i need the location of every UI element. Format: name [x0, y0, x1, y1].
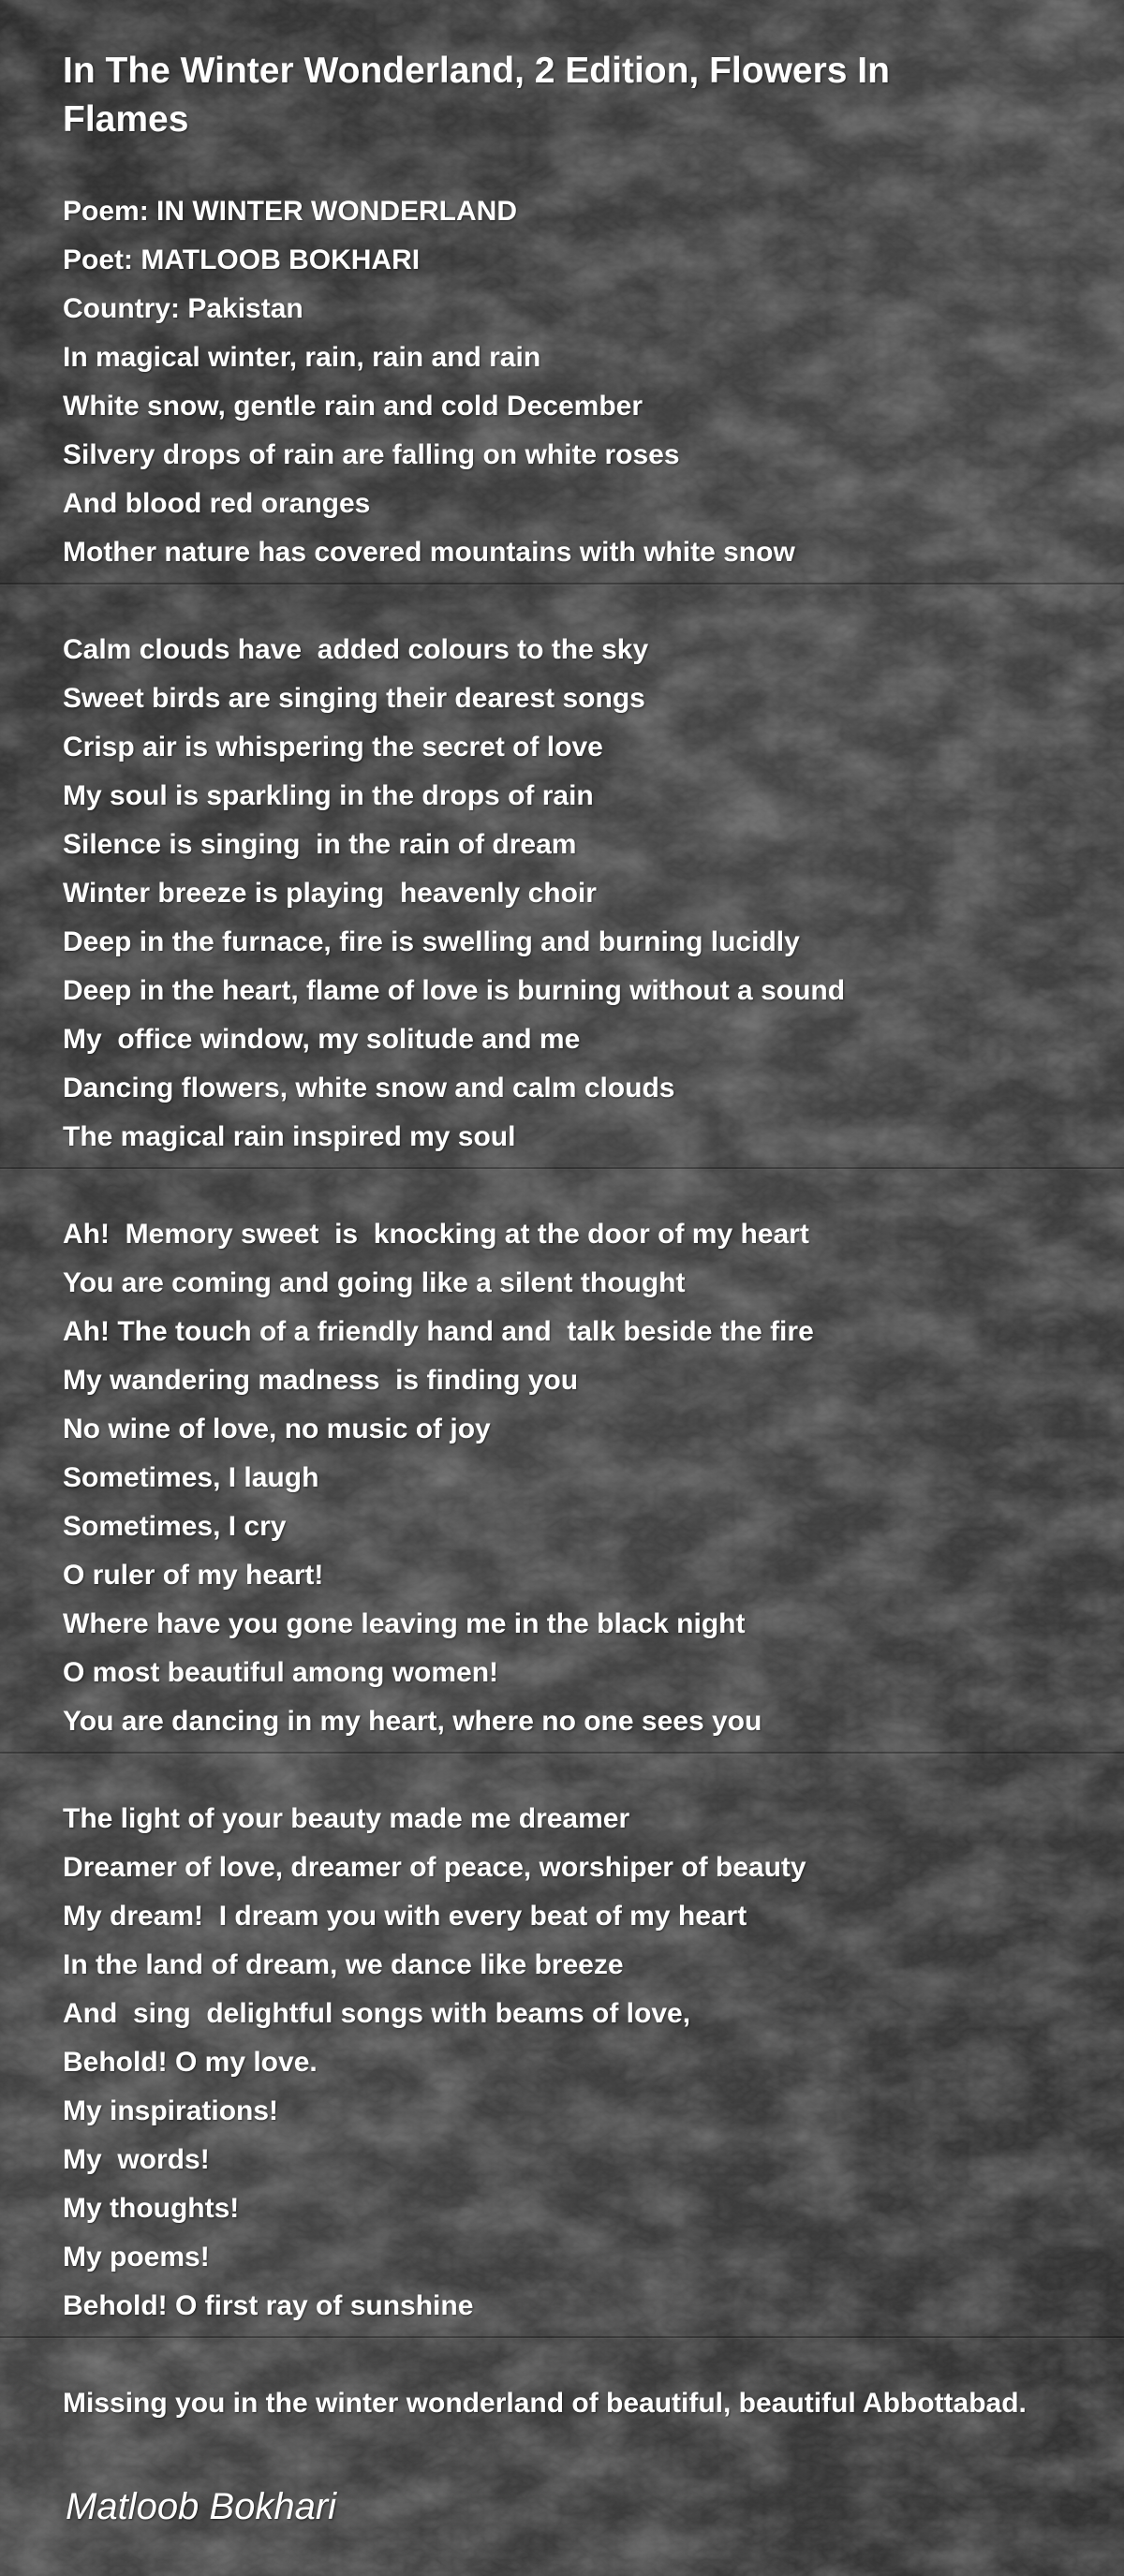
poem-line: My thoughts!: [63, 2193, 240, 2224]
poem-line: Winter breeze is playing heavenly choir: [63, 878, 597, 909]
stanza: [63, 1795, 1112, 2331]
stanza-break: [63, 1162, 1112, 1210]
poem-line: My wandering madness is finding you: [63, 1365, 579, 1396]
poem-line: Calm clouds have added colours to the sky: [63, 634, 649, 665]
poem-line: Deep in the heart, flame of love is burning without a sound: [63, 975, 846, 1006]
poem-line: Sometimes, I laugh: [63, 1462, 319, 1493]
poem-line: Dancing flowers, white snow and calm clouds: [63, 1073, 675, 1103]
poem-line: Where have you gone leaving me in the black night: [63, 1608, 746, 1639]
poem-line: Ah! Memory sweet is knocking at the door of my heart: [63, 1219, 809, 1250]
poem-line: Ah! The touch of a friendly hand and talk beside the fire: [63, 1316, 814, 1347]
poem-line: You are coming and going like a silent thought: [63, 1267, 686, 1298]
poem-line: Behold! O my love.: [63, 2047, 318, 2078]
poem-body: [63, 187, 1112, 2428]
poem-line: The magical rain inspired my soul: [63, 1121, 516, 1152]
poem-line: My dream! I dream you with every beat of my heart: [63, 1901, 747, 1932]
stanza-break: [63, 577, 1112, 626]
poem-line: Sweet birds are singing their dearest songs: [63, 683, 645, 714]
poem-line: Poet: MATLOOB BOKHARI: [63, 244, 421, 275]
poem-line: And blood red oranges: [63, 488, 371, 519]
stanza: [63, 187, 1112, 577]
poem-line: Poem: IN WINTER WONDERLAND: [63, 196, 517, 227]
poem-line: My soul is sparkling in the drops of rain: [63, 780, 594, 811]
poem-line: Sometimes, I cry: [63, 1511, 287, 1542]
poem-line: My office window, my solitude and me: [63, 1024, 581, 1055]
poem-line: My words!: [63, 2144, 210, 2175]
stanza: [63, 1210, 1112, 1746]
stanza: [63, 626, 1112, 1162]
poem-line: The light of your beauty made me dreamer: [63, 1803, 630, 1834]
poem-line: Deep in the furnace, fire is swelling and burning lucidly: [63, 926, 800, 957]
poem-line: Behold! O first ray of sunshine: [63, 2290, 474, 2321]
poem-line: In magical winter, rain, rain and rain: [63, 342, 541, 373]
poem-line: Silvery drops of rain are falling on white roses: [63, 439, 680, 470]
poem-line: In the land of dream, we dance like breeze: [63, 1949, 624, 1980]
poem-line: No wine of love, no music of joy: [63, 1414, 491, 1444]
poem-title: In The Winter Wonderland, 2 Edition, Flowers In Flames: [63, 51, 890, 140]
poem-line: White snow, gentle rain and cold December: [63, 391, 643, 422]
poem-line: And sing delightful songs with beams of love,: [63, 1998, 691, 2029]
poem-line: Country: Pakistan: [63, 293, 303, 324]
poem-line: You are dancing in my heart, where no one sees you: [63, 1706, 762, 1737]
poem-line: My poems!: [63, 2242, 210, 2273]
stanza-break: [63, 1746, 1112, 1795]
poem-line: Crisp air is whispering the secret of love: [63, 732, 603, 762]
poem-line: Missing you in the winter wonderland of beautiful, beautiful Abbottabad.: [63, 2388, 1027, 2419]
poem-author: Matloob Bokhari: [66, 2486, 337, 2527]
poem-line: Silence is singing in the rain of dream: [63, 829, 577, 860]
poem-line: Mother nature has covered mountains with white snow: [63, 537, 795, 568]
poem-line: Dreamer of love, dreamer of peace, worshiper of beauty: [63, 1852, 806, 1883]
poem-line: My inspirations!: [63, 2095, 279, 2126]
stanza: [63, 2379, 1112, 2428]
poem-line: O most beautiful among women!: [63, 1657, 499, 1688]
stanza-break: [63, 2331, 1112, 2379]
poem-line: O ruler of my heart!: [63, 1560, 324, 1591]
